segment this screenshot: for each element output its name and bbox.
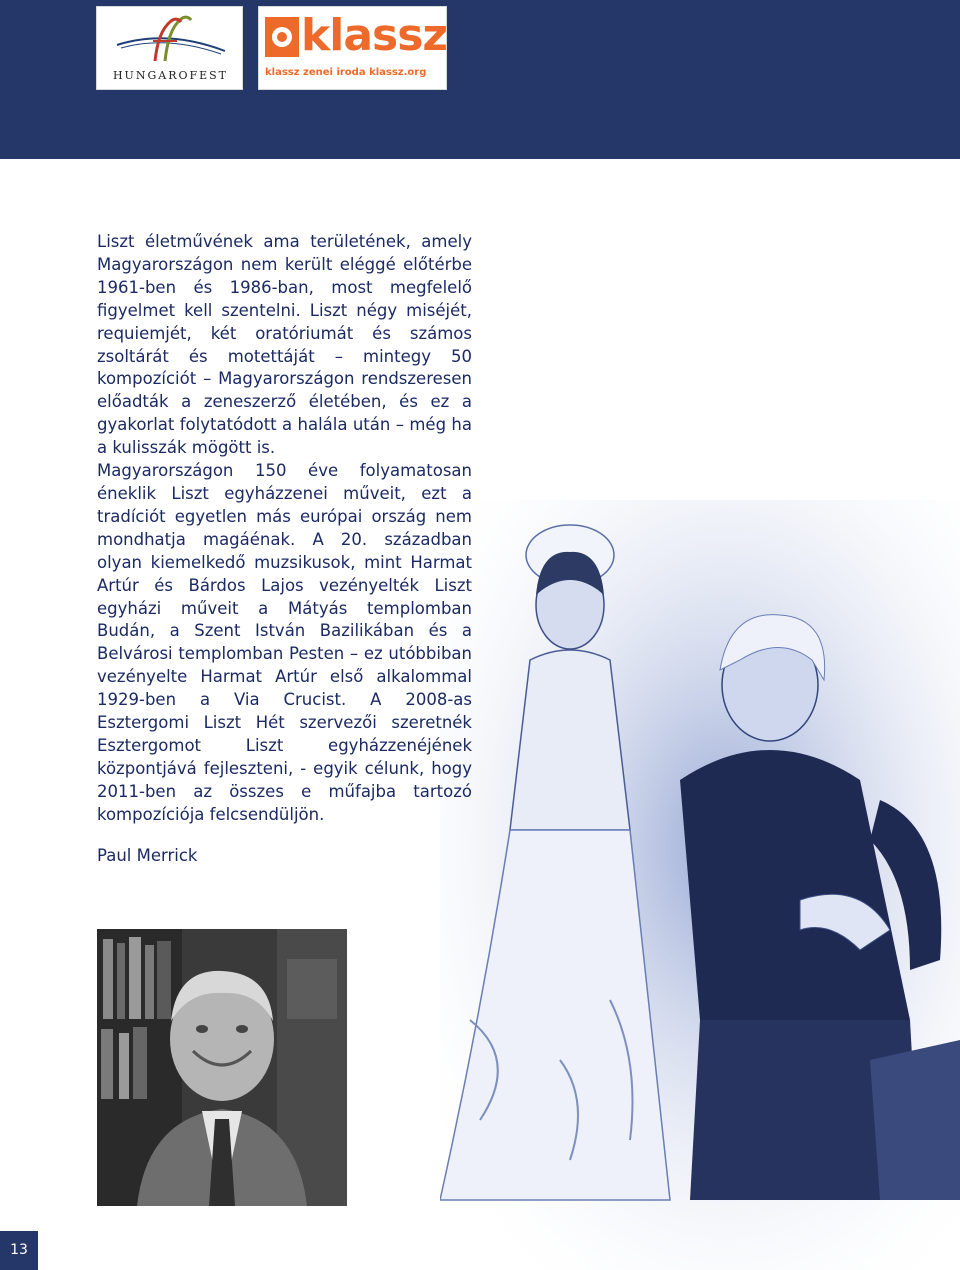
article-paragraph: Liszt életművének ama területének, amely Magyarországon nem került eléggé előtérbe 1961-ben és 1986-ban, most megfelelő figyelmet kell szentelni. Liszt négy miséjét, requiemjét, két oratóriumát és számos zsoltárát és motettáját – mintegy 50 kompozíciót – Magyarországon rendszeresen előadták a zeneszerző életében, és ez a gyakorlat folytatódott a halála után – még ha a kulisszák mögött is. bbox=[97, 232, 472, 458]
author-portrait bbox=[97, 929, 347, 1206]
liszt-photo-illustration bbox=[440, 500, 960, 1270]
hungarofest-wordmark: HUNGAROFEST bbox=[112, 69, 229, 82]
article-paragraph: Magyarországon 150 éve folyamatosan éneklik Liszt egyházzenei műveit, ezt a tradíciót egyetlen más európai ország nem mondhatja magáénak. A 20. században olyan kiemelkedő muzsikusok, mint Harmat Artúr és Bárdos Lajos vezényelték Liszt egyházi műveit a Mátyás templomban Budán, a Szent István Bazilikában és a Belvárosi templomban Pesten – ez utóbbiban vezényelte Harmat Artúr első alkalommal 1929-ben a Via Crucist. A 2008-as Esztergomi Liszt Hét szervezői szeretnék Esztergomot Liszt egyházzenéjének központjává fejleszteni, - egyik célunk, hogy 2011-ben az összes e műfajba tartozó kompozíciója felcsendüljön. bbox=[97, 461, 472, 824]
klassz-badge-icon bbox=[263, 13, 303, 63]
klassz-subline: klassz zenei iroda klassz.org bbox=[265, 67, 427, 78]
hungarofest-logo bbox=[96, 6, 243, 90]
hungarofest-emblem-icon bbox=[97, 7, 244, 67]
klassz-logo bbox=[258, 6, 447, 90]
page-number: 13 bbox=[0, 1231, 38, 1270]
klassz-wordmark: klassz bbox=[301, 10, 448, 61]
author-name: Paul Merrick bbox=[97, 846, 198, 865]
header-band bbox=[0, 0, 960, 159]
article-body bbox=[97, 231, 472, 827]
